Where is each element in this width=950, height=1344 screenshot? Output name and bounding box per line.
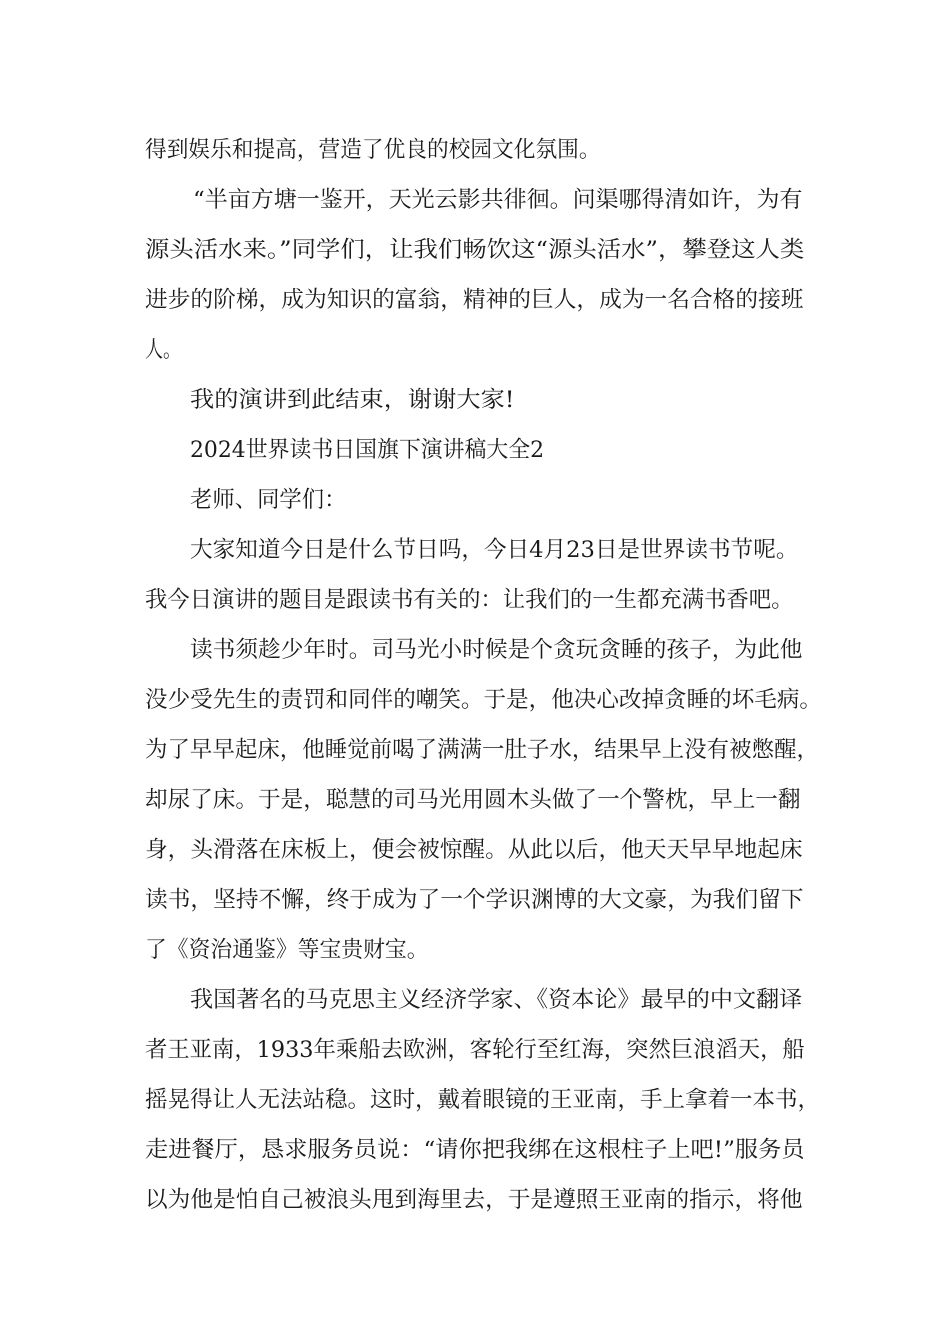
text-line-11: 读书须趁少年时。司马光小时候是个贪玩贪睡的孩子，为此他 xyxy=(190,637,803,663)
text-line-1: 得到娱乐和提高，营造了优良的校园文化氛围。 xyxy=(145,137,601,163)
text-line-6: 我的演讲到此结束，谢谢大家! xyxy=(190,387,515,413)
text-line-13: 为了早早起床，他睡觉前喝了满满一肚子水，结果早上没有被憋醒， xyxy=(145,737,820,763)
text-line-16: 读书，坚持不懈，终于成为了一个学识渊博的大文豪，为我们留下 xyxy=(145,887,804,913)
text-line-19: 者王亚南，1933年乘船去欧洲，客轮行至红海，突然巨浪滔天，船 xyxy=(145,1037,805,1063)
text-line-5: 人。 xyxy=(145,337,182,363)
text-line-2: “半亩方塘一鉴开，天光云影共徘徊。问渠哪得清如许，为有 xyxy=(193,187,803,213)
text-line-4: 进步的阶梯，成为知识的富翁，精神的巨人，成为一名合格的接班 xyxy=(145,287,804,313)
text-line-14: 却尿了床。于是，聪慧的司马光用圆木头做了一个警枕，早上一翻 xyxy=(145,787,801,813)
text-line-21: 走进餐厅，恳求服务员说：“请你把我绑在这根柱子上吧!”服务员 xyxy=(145,1137,805,1163)
text-line-7: 2024世界读书日国旗下演讲稿大全2 xyxy=(190,437,545,463)
text-line-10: 我今日演讲的题目是跟读书有关的：让我们的一生都充满书香吧。 xyxy=(145,587,794,613)
text-line-12: 没少受先生的责罚和同伴的嘲笑。于是，他决心改掉贪睡的坏毛病。 xyxy=(145,687,823,713)
text-line-8: 老师、同学们： xyxy=(190,487,347,513)
text-line-18: 我国著名的马克思主义经济学家、《资本论》最早的中文翻译 xyxy=(190,987,803,1013)
text-line-17: 了《资治通鉴》等宝贵财宝。 xyxy=(145,937,429,963)
text-line-22: 以为他是怕自己被浪头甩到海里去，于是遵照王亚南的指示，将他 xyxy=(145,1187,803,1213)
text-line-3: 源头活水来。”同学们，让我们畅饮这“源头活水”，攀登这人类 xyxy=(145,237,805,263)
text-line-15: 身，头滑落在床板上，便会被惊醒。从此以后，他天天早早地起床 xyxy=(145,837,803,863)
text-line-9: 大家知道今日是什么节日吗，今日4月23日是世界读书节呢。 xyxy=(190,537,799,563)
text-line-20: 摇晃得让人无法站稳。这时，戴着眼镜的王亚南，手上拿着一本书， xyxy=(145,1087,821,1113)
